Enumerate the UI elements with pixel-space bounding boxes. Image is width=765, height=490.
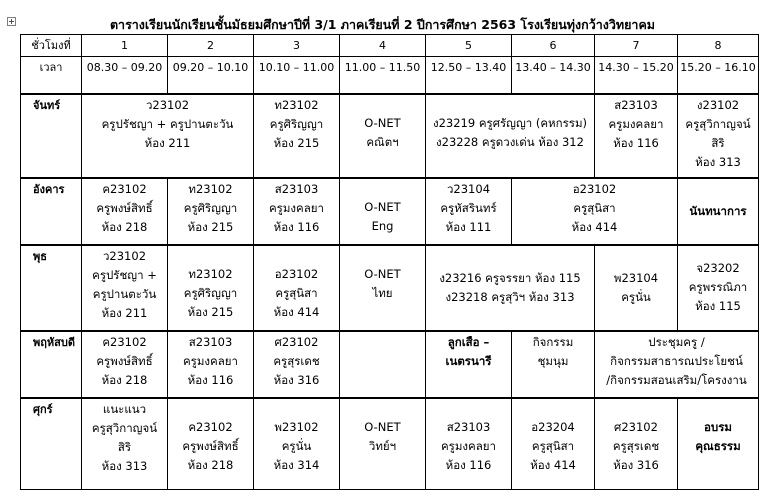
class-cell — [254, 94, 340, 178]
cell-line: ห้อง 116 — [613, 135, 659, 150]
page-title: ตารางเรียนนักเรียนชั้นมัธยมศึกษาปีที่ 3/1 ภาคเรียนที่ 2 ปีการศึกษา 2563 โรงเรียนทุ่งกว้างวิทยาคม — [109, 17, 656, 32]
cell-line: ค23102 — [188, 419, 233, 434]
class-cell — [168, 245, 254, 331]
class-cell — [340, 178, 426, 245]
cell-line: กิจกรรมสาธารณประโยชน์ — [610, 353, 743, 368]
cell-line: กิจกรรม — [532, 334, 574, 349]
cell-line: ง23219 ครูศรัญญา (คหกรรม) — [432, 115, 588, 130]
cell-line: ศ23102 — [614, 419, 658, 434]
cell-line: แนะแนว — [102, 401, 147, 416]
cell-line: ครูมงคลยา — [608, 116, 664, 131]
cell-line: ห้อง 111 — [445, 219, 492, 234]
cell-line: ห้อง 116 — [445, 457, 492, 472]
class-cell — [168, 331, 254, 398]
cell-line: ชุมนุม — [537, 353, 569, 368]
cell-line: ห้อง 211 — [144, 135, 191, 150]
period-header: 5 — [426, 35, 512, 57]
cell-line: ครูนั่น — [281, 438, 312, 453]
timetable — [20, 34, 759, 490]
class-cell — [82, 178, 168, 245]
cell-line: ครูสุรเดช — [612, 438, 660, 453]
cell-line: ลูกเสือ – — [447, 334, 490, 349]
period-header: 1 — [82, 35, 168, 57]
cell-line: ครูสุวิกาญจน์ — [91, 420, 158, 435]
time-slot: 13.40 – 14.30 — [512, 57, 595, 94]
class-cell — [254, 245, 340, 331]
cell-line: Eng — [371, 218, 394, 233]
class-cell — [254, 398, 340, 490]
cell-line: ส23103 — [274, 181, 319, 196]
cell-line: ห้อง 218 — [101, 219, 148, 234]
cell-line: อบรม — [704, 419, 732, 434]
cell-line: คณิตฯ — [366, 134, 399, 149]
day-row-monday — [21, 94, 759, 178]
cell-line: ห้อง 215 — [273, 135, 320, 150]
cell-line: ว23102 — [102, 248, 147, 263]
time-row — [21, 57, 759, 94]
cell-line: คุณธรรม — [695, 438, 741, 453]
class-cell — [168, 178, 254, 245]
cell-line: ส23103 — [446, 419, 491, 434]
cell-line: พ23104 — [613, 270, 659, 285]
cell-line: ห้อง 211 — [101, 305, 148, 320]
cell-line: ห้อง 414 — [530, 457, 576, 472]
day-label: อังคาร — [21, 178, 82, 245]
time-slot: 11.00 – 11.50 — [340, 57, 426, 94]
cell-line: นันทนาการ — [689, 203, 747, 218]
class-cell — [168, 398, 254, 490]
cell-line: ครูปานตะวัน — [92, 286, 157, 301]
period-header: 8 — [678, 35, 759, 57]
day-label: จันทร์ — [21, 94, 82, 178]
header-period-label: ชั่วโมงที่ — [21, 35, 82, 57]
class-cell — [426, 94, 595, 178]
day-label: พฤหัสบดี — [21, 331, 82, 398]
cell-line: ส23103 — [614, 97, 658, 112]
cell-line: พ23102 — [274, 419, 319, 434]
class-cell — [426, 245, 595, 331]
time-slot: 14.30 – 15.20 — [595, 57, 678, 94]
cell-line: O-NET — [364, 266, 401, 281]
cell-line: ส23103 — [188, 334, 233, 349]
cell-line: ง23228 ครูดวงเด่น ห้อง 312 — [436, 134, 584, 149]
cell-line: ประชุมครู / — [648, 334, 705, 349]
class-cell — [426, 398, 512, 490]
class-cell — [595, 94, 678, 178]
cell-line: ครูสุนิสา — [275, 285, 318, 300]
cell-line: ท23102 — [188, 181, 233, 196]
cell-line: ครูศิริญญา — [269, 116, 324, 131]
cell-line: ว23102 — [145, 97, 190, 112]
class-cell — [254, 178, 340, 245]
cell-line: ห้อง 215 — [187, 304, 234, 319]
period-header: 4 — [340, 35, 426, 57]
class-cell — [512, 331, 595, 398]
time-slot: 12.50 – 13.40 — [426, 57, 512, 94]
cell-line: ห้อง 116 — [187, 372, 234, 387]
class-cell — [678, 178, 759, 245]
cell-line: ครูศิริญญา — [183, 200, 238, 215]
class-cell — [595, 245, 678, 331]
day-row-tuesday — [21, 178, 759, 245]
class-cell — [678, 398, 759, 490]
cell-line: อ23102 — [274, 266, 319, 281]
cell-line: ว23104 — [446, 181, 491, 196]
class-cell — [678, 94, 759, 178]
cell-line: O-NET — [364, 199, 401, 214]
class-cell — [340, 331, 426, 398]
day-label: ศุกร์ — [21, 398, 82, 490]
cell-line: ง23218 ครูสุวิฯ ห้อง 313 — [445, 289, 575, 304]
cell-line: ค23102 — [102, 334, 147, 349]
cell-line: ห้อง 313 — [695, 154, 741, 169]
cell-line: วิทย์ฯ — [368, 438, 397, 453]
class-cell — [512, 178, 678, 245]
cell-line: เนตรนารี — [445, 353, 492, 368]
time-slot: 15.20 – 16.10 — [678, 57, 759, 94]
cell-line: ห้อง 316 — [613, 457, 659, 472]
class-cell — [82, 398, 168, 490]
class-cell — [82, 245, 168, 331]
cell-line: ครูปรัชญา + ครูปานตะวัน — [101, 116, 234, 131]
class-cell — [678, 245, 759, 331]
period-header: 7 — [595, 35, 678, 57]
cell-line: ครูมงคลยา — [268, 200, 324, 215]
cell-line: ครูสุนิสา — [531, 438, 575, 453]
cell-line: ครูพงษ์สิทธิ์ — [96, 200, 153, 215]
class-cell — [595, 398, 678, 490]
cell-line: ครูพงษ์สิทธิ์ — [182, 438, 239, 453]
day-label: พุธ — [21, 245, 82, 331]
cell-line: อ23204 — [531, 419, 575, 434]
day-row-friday — [21, 398, 759, 490]
cell-line: ครูมงคลยา — [182, 353, 238, 368]
cell-line: ท23102 — [188, 266, 233, 281]
cell-line: ห้อง 414 — [273, 304, 320, 319]
class-cell — [254, 331, 340, 398]
cell-line: ห้อง 116 — [273, 219, 320, 234]
cell-line: O-NET — [364, 419, 401, 434]
cell-line: ง23216 ครูจรรยา ห้อง 115 — [439, 270, 581, 285]
cell-line: อ23102 — [572, 181, 617, 196]
class-cell — [340, 94, 426, 178]
cell-line: ท23102 — [274, 97, 319, 112]
cell-line: ครูพรรณิภา — [688, 280, 748, 294]
class-cell — [426, 331, 512, 398]
time-slot: 10.10 – 11.00 — [254, 57, 340, 94]
class-cell — [340, 398, 426, 490]
cell-line: ครูสุรเดช — [273, 353, 320, 368]
class-cell — [82, 331, 168, 398]
cell-line: สิริ — [711, 135, 725, 150]
cell-line: ครูหัสรินทร์ — [440, 200, 497, 215]
cell-line: ห้อง 414 — [571, 219, 618, 234]
cell-line: ห้อง 215 — [187, 219, 234, 234]
cell-line: ศ23102 — [274, 334, 319, 349]
cell-line: /กิจกรรมสอนเสริม/โครงงาน — [606, 372, 747, 387]
cell-line: ง23102 — [696, 97, 740, 112]
header-row — [21, 35, 759, 57]
cell-line: ห้อง 316 — [273, 372, 320, 387]
cell-line: จ23202 — [696, 261, 740, 275]
class-cell — [82, 94, 254, 178]
cell-line: ห้อง 115 — [695, 299, 741, 313]
cell-line: ครูสุวิกาญจน์ — [685, 116, 751, 131]
cell-line: ห้อง 314 — [273, 457, 320, 472]
class-cell — [426, 178, 512, 245]
period-header: 6 — [512, 35, 595, 57]
time-slot: 09.20 – 10.10 — [168, 57, 254, 94]
day-row-thursday — [21, 331, 759, 398]
class-cell — [512, 398, 595, 490]
day-row-wednesday — [21, 245, 759, 331]
cell-line: O-NET — [364, 115, 401, 130]
cell-line: ครูมงคลยา — [440, 438, 496, 453]
cell-line: ห้อง 313 — [101, 458, 148, 473]
cell-line: สิริ — [117, 439, 132, 454]
period-header: 3 — [254, 35, 340, 57]
cell-line: ครูศิริญญา — [183, 285, 238, 300]
class-cell — [595, 331, 759, 398]
time-slot: 08.30 – 09.20 — [82, 57, 168, 94]
cell-line: ห้อง 218 — [187, 457, 234, 472]
cell-line: ห้อง 218 — [101, 372, 148, 387]
cell-line: ครูพงษ์สิทธิ์ — [96, 353, 153, 368]
cell-line: ครูสุนิสา — [573, 200, 616, 215]
cell-line: ค23102 — [102, 181, 147, 196]
cell-line: ครูปรัชญา + — [92, 267, 157, 282]
cell-line: ครูนั่น — [621, 289, 651, 304]
cell-line: ไทย — [372, 285, 393, 300]
period-header: 2 — [168, 35, 254, 57]
time-label: เวลา — [21, 57, 82, 94]
class-cell — [340, 245, 426, 331]
